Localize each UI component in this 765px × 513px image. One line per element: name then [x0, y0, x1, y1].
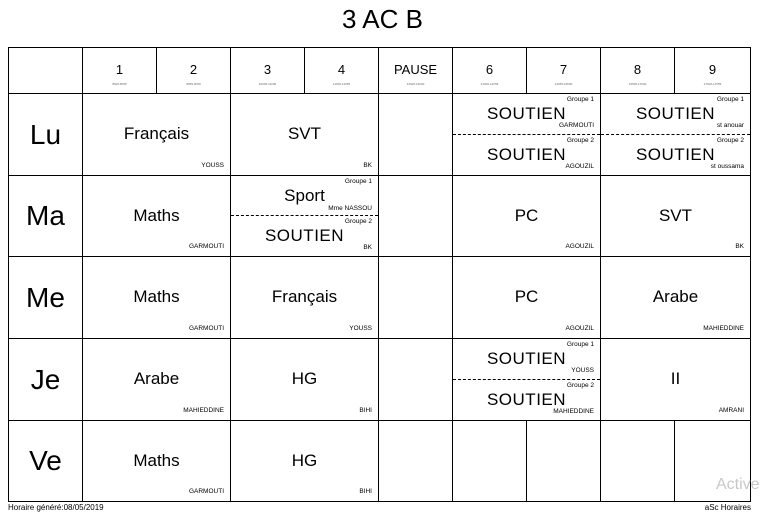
- lesson-subject: SVT: [287, 124, 322, 143]
- lesson-cell[interactable]: [231, 421, 379, 501]
- lesson-group: Groupe 2: [344, 218, 372, 225]
- period-header: [83, 48, 157, 94]
- group-divider: [453, 134, 600, 135]
- lesson-group: Groupe 1: [566, 96, 594, 103]
- period-label: 7: [559, 62, 568, 77]
- period-header: [157, 48, 231, 94]
- timetable-grid: [8, 47, 751, 502]
- period-label: 4: [337, 62, 346, 77]
- lesson-teacher: AGOUZIL: [565, 243, 594, 250]
- day-label: Lu: [9, 94, 83, 176]
- lesson-cell[interactable]: [83, 421, 231, 501]
- period-header: [675, 48, 750, 94]
- day-label: Me: [9, 257, 83, 339]
- lesson-teacher: st anouar: [716, 122, 744, 129]
- lesson-subject: Arabe: [133, 369, 180, 388]
- page-title: 3 AC B: [342, 4, 423, 34]
- period-time: 8h55-9h50: [186, 82, 201, 86]
- lesson-cell[interactable]: [231, 257, 379, 339]
- lesson-cell[interactable]: [83, 257, 231, 339]
- lesson-subject: SOUTIEN: [486, 349, 567, 368]
- period-header: [527, 48, 601, 94]
- period-label: PAUSE: [393, 62, 438, 77]
- lesson-teacher: MAHIEDDINE: [183, 407, 224, 414]
- lesson-teacher: GARMOUTI: [188, 488, 224, 495]
- period-label: 8: [633, 62, 642, 77]
- lesson-teacher: YOUSS: [571, 367, 594, 374]
- lesson-cell[interactable]: [601, 339, 750, 421]
- lesson-subject: SOUTIEN: [635, 145, 716, 164]
- lesson-cell[interactable]: [231, 94, 379, 176]
- period-time: 12h00-14h00: [406, 82, 425, 86]
- lesson-cell[interactable]: [83, 94, 231, 176]
- period-header: [379, 48, 453, 94]
- lesson-group: Groupe 1: [344, 178, 372, 185]
- lesson-teacher: BIHI: [359, 407, 372, 414]
- lesson-cell[interactable]: [231, 339, 379, 421]
- corner-cell: [9, 48, 83, 94]
- lesson-teacher: BK: [363, 162, 372, 169]
- lesson-teacher: AGOUZIL: [565, 163, 594, 170]
- lesson-teacher: AGOUZIL: [565, 325, 594, 332]
- lesson-subject: SOUTIEN: [264, 226, 345, 245]
- period-time: 17h00-17h55: [703, 82, 722, 86]
- period-header: [453, 48, 527, 94]
- lesson-teacher: GARMOUTI: [188, 243, 224, 250]
- lesson-teacher: GARMOUTI: [188, 325, 224, 332]
- brand-label: aSc Horaires: [704, 503, 751, 512]
- group-divider: [453, 379, 600, 380]
- lesson-group: Groupe 2: [566, 382, 594, 389]
- lesson-cell-split[interactable]: [231, 176, 379, 257]
- lesson-group: Groupe 2: [716, 137, 744, 144]
- lesson-subject: Maths: [133, 451, 180, 470]
- lesson-teacher: st oussama: [710, 163, 744, 170]
- lesson-subject: SOUTIEN: [635, 104, 716, 123]
- lesson-cell[interactable]: [83, 339, 231, 421]
- lesson-subject: Maths: [133, 287, 180, 306]
- lesson-teacher: YOUSS: [349, 325, 372, 332]
- period-header: [305, 48, 379, 94]
- lesson-teacher: AMRANI: [718, 407, 744, 414]
- lesson-cell[interactable]: [601, 257, 750, 339]
- lesson-cell-split[interactable]: [453, 339, 601, 421]
- lesson-subject: SOUTIEN: [486, 390, 567, 409]
- lesson-subject: HG: [291, 451, 318, 470]
- period-time: 14h00-14h55: [480, 82, 499, 86]
- lesson-teacher: MAHIEDDINE: [703, 325, 744, 332]
- lesson-cell[interactable]: [453, 257, 601, 339]
- lesson-subject: Arabe: [652, 287, 699, 306]
- period-time: 10h05-11h00: [258, 82, 277, 86]
- lesson-cell[interactable]: [83, 176, 231, 257]
- lesson-cell-split[interactable]: [453, 94, 601, 176]
- lesson-teacher: BK: [363, 244, 372, 251]
- lesson-subject: PC: [514, 287, 539, 306]
- lesson-subject: SOUTIEN: [486, 145, 567, 164]
- period-label: 9: [708, 62, 717, 77]
- empty-cell: [379, 421, 453, 501]
- period-header: [601, 48, 675, 94]
- lesson-cell-split[interactable]: [601, 94, 750, 176]
- period-time: 14h55-15h50: [554, 82, 573, 86]
- lesson-subject: HG: [291, 369, 318, 388]
- empty-cell: [379, 339, 453, 421]
- generated-date: Horaire généré:08/05/2019: [8, 503, 104, 512]
- day-label: Je: [9, 339, 83, 421]
- lesson-teacher: Mme NASSOU: [328, 205, 372, 212]
- lesson-group: Groupe 1: [716, 96, 744, 103]
- lesson-teacher: GARMOUTI: [558, 122, 594, 129]
- period-label: 6: [485, 62, 494, 77]
- empty-cell: [379, 176, 453, 257]
- lesson-subject: SOUTIEN: [486, 104, 567, 123]
- lesson-group: Groupe 2: [566, 137, 594, 144]
- lesson-subject: Sport: [284, 186, 325, 205]
- lesson-subject: SVT: [658, 206, 693, 225]
- empty-cell: [379, 257, 453, 339]
- period-label: 2: [189, 62, 198, 77]
- empty-cell: [453, 421, 527, 501]
- lesson-teacher: YOUSS: [201, 162, 224, 169]
- lesson-teacher: MAHIEDDINE: [553, 408, 594, 415]
- empty-cell: [527, 421, 601, 501]
- lesson-subject: PC: [514, 206, 539, 225]
- group-divider: [231, 215, 378, 216]
- lesson-subject: Français: [271, 287, 338, 306]
- period-header: [231, 48, 305, 94]
- lesson-subject: Maths: [133, 206, 180, 225]
- lesson-cell[interactable]: [453, 176, 601, 257]
- day-label: Ma: [9, 176, 83, 257]
- group-divider: [601, 134, 750, 135]
- lesson-subject: Français: [123, 124, 190, 143]
- period-time: 8h00-8h55: [112, 82, 127, 86]
- empty-cell: [601, 421, 675, 501]
- period-label: 3: [263, 62, 272, 77]
- empty-cell: [379, 94, 453, 176]
- period-time: 16h05-17h00: [628, 82, 647, 86]
- period-time: 11h00-11h55: [332, 82, 351, 86]
- lesson-cell[interactable]: [601, 176, 750, 257]
- lesson-subject: II: [670, 369, 681, 388]
- lesson-teacher: BK: [735, 243, 744, 250]
- day-label: Ve: [9, 421, 83, 501]
- activation-watermark: Active: [716, 476, 760, 493]
- lesson-group: Groupe 1: [566, 341, 594, 348]
- lesson-teacher: BIHI: [359, 488, 372, 495]
- period-label: 1: [115, 62, 124, 77]
